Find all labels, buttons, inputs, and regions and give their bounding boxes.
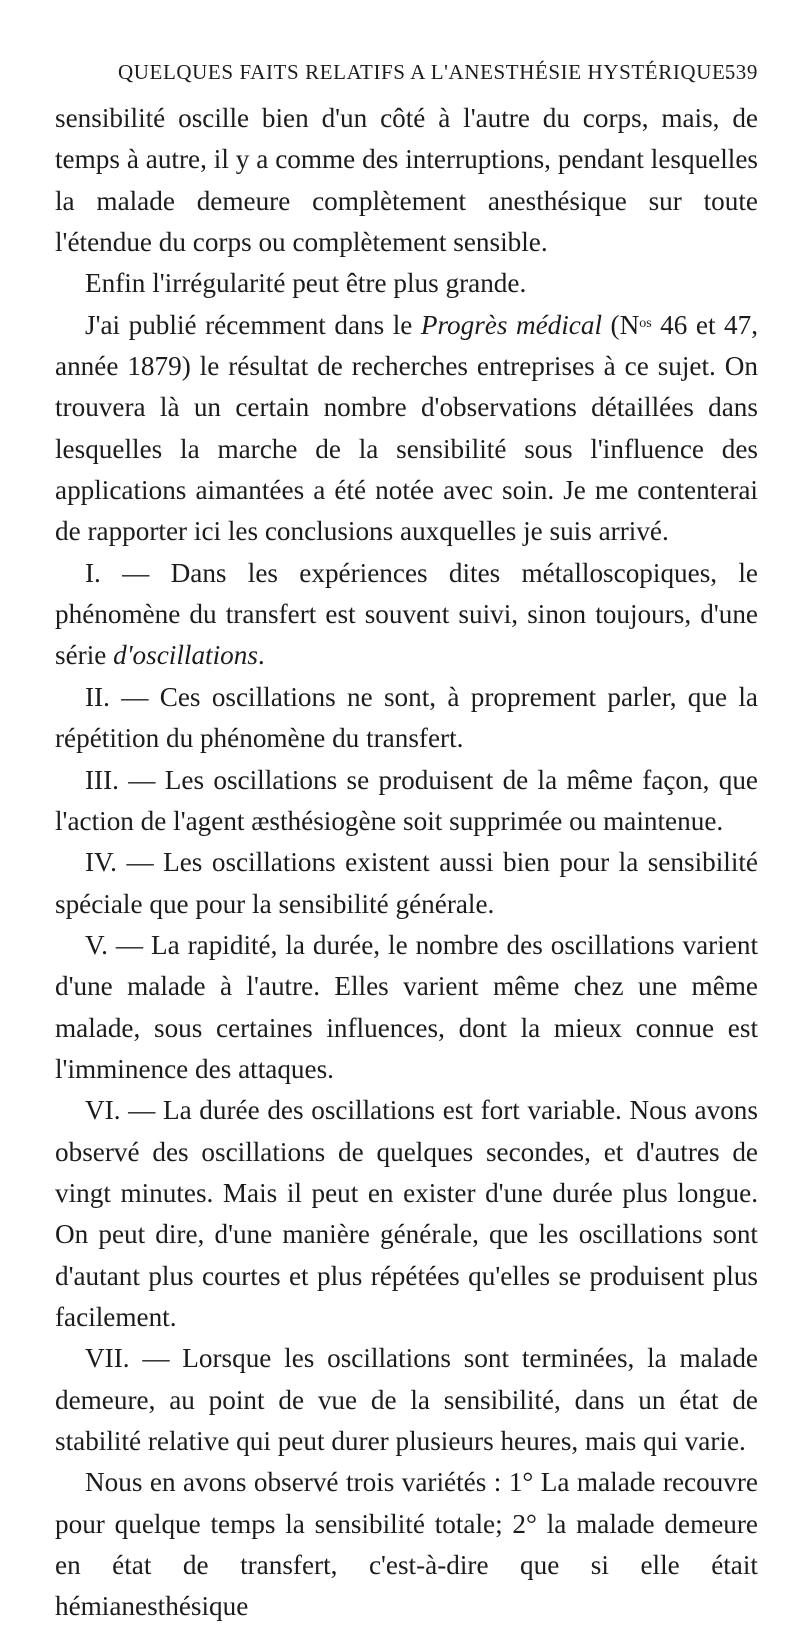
running-title: QUELQUES FAITS RELATIFS A L'ANESTHÉSIE HYSTÉRIQUE. (118, 60, 732, 84)
conclusion-5: V. — La rapidité, la durée, le nombre des oscillations varient d'une malade à l'autre. Elles varient même chez une même malade, sous certaines influences, dont la mieux connue est l'imminence des attaques. (55, 929, 758, 1084)
conclusion-1-text: I. — Dans les expériences dites métalloscopiques, le phénomène du transfert est souvent suivi, sinon toujours, d'une série (55, 557, 758, 671)
conclusion-4: IV. — Les oscillations existent aussi bien pour la sensibilité spéciale que pour la sensibilité générale. (55, 847, 758, 919)
page-number: 539 (724, 60, 758, 84)
conclusion-1 (55, 553, 758, 677)
term-prefix: d' (113, 640, 133, 671)
body-text (55, 98, 758, 1628)
conclusion-3: III. — Les oscillations se produisent de la même façon, que l'action de l'agent æsthésiogène soit supprimée ou maintenue. (55, 764, 758, 836)
paragraph-publication-text: 46 et 47, année 1879) le résultat de recherches entreprises à ce sujet. On trouvera là un certain nombre d'observations détaillées dans lesquelles la marche de la sensibilité sous l'influence des applications aimantées a été notée avec soin. Je me contenterai de rapporter ici les conclusions auxquelles je suis arrivé. (55, 309, 758, 547)
paragraph-publication-text: J'ai publié récemment dans le (85, 309, 421, 340)
journal-title: Progrès médical (420, 309, 603, 340)
numero-superscript: os (639, 315, 652, 331)
conclusion-1-text: . (257, 640, 265, 671)
conclusion-2: II. — Ces oscillations ne sont, à proprement parler, que la répétition du phénomène du transfert. (55, 681, 758, 754)
conclusion-6: VI. — La durée des oscillations est fort variable. Nous avons observé des oscillations de quelques secondes, et d'autres de vingt minutes. Mais il peut en exister d'une durée plus longue. On peut dire, d'une manière générale, que les oscillations sont d'autant plus courtes et plus répétées qu'elles se produisent plus facilement. (55, 1095, 758, 1332)
paragraph-continuation: sensibilité oscille bien d'un côté à l'autre du corps, mais, de temps à autre, il y a comme des interruptions, pendant lesquelles la malade demeure complètement anesthésique sur toute l'étendue du corps ou complètement sensible. (55, 103, 758, 258)
term-oscillations: oscillations (132, 640, 258, 671)
paragraph-irregularite: Enfin l'irrégularité peut être plus grande. (85, 268, 527, 299)
paragraph-varietes: Nous en avons observé trois variétés : 1° La malade recouvre pour quelque temps la sensibilité totale; 2° la malade demeure en état de transfert, c'est-à-dire que si elle était hémianesthésique (55, 1467, 758, 1622)
running-head (110, 60, 758, 90)
paragraph-publication (55, 305, 758, 553)
paragraph-publication-text: (N (602, 309, 640, 340)
conclusion-7: VII. — Lorsque les oscillations sont terminées, la malade demeure, au point de vue de la sensibilité, dans un état de stabilité relative qui peut durer plusieurs heures, mais qui varie. (55, 1343, 758, 1456)
